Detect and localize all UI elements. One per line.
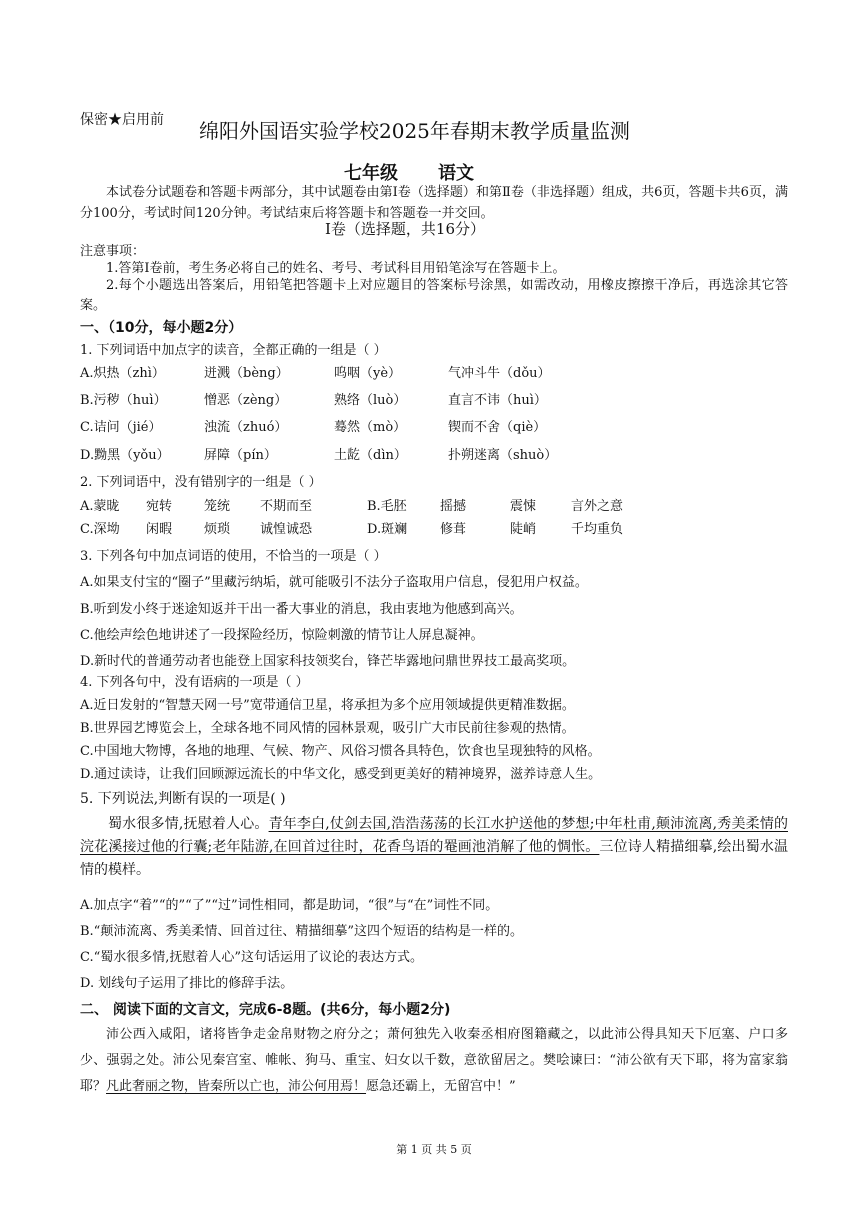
q1-option-a-4: 气冲斗牛（dǒu）: [448, 366, 551, 381]
q3-option-c: C.他绘声绘色地讲述了一段探险经历，惊险刺激的情节让人屏息凝神。: [80, 628, 484, 643]
question-4-stem: 4. 下列各句中，没有语病的一项是（ ）: [80, 675, 309, 690]
q1-option-b-1: B.污秽（huì）: [80, 393, 167, 408]
q2-word: 烦琐: [204, 522, 231, 537]
q2-word: 千均重负: [571, 522, 624, 537]
section1-title: 一、（10分，每小题2分）: [80, 320, 243, 336]
q5-option-d: D. 划线句子运用了排比的修辞手法。: [80, 976, 294, 991]
classical-passage-underlined: 凡此奢丽之物，皆秦所以亡也，沛公何用焉！: [106, 1079, 367, 1094]
q1-option-c-3: 蓦然（mò）: [334, 420, 407, 435]
classical-passage-end: 愿急还霸上，无留宫中！”: [366, 1079, 516, 1094]
notes-title: 注意事项：: [80, 244, 146, 259]
question-2-stem: 2. 下列词语中，没有错别字的一组是（ ）: [80, 475, 322, 490]
confidential-mark: 保密★启用前: [80, 112, 164, 128]
q1-option-b-4: 直言不讳（huì）: [448, 393, 547, 408]
q2-word: B.毛胚: [367, 499, 407, 514]
q3-option-b: B.听到发小终于迷途知返并干出一番大事业的消息，我由衷地为他感到高兴。: [80, 602, 523, 617]
q3-option-d: D.新时代的普通劳动者也能登上国家科技领奖台，锋芒毕露地问鼎世界技工最高奖项。: [80, 654, 576, 669]
q1-option-a-2: 迸溅（bèng）: [204, 366, 289, 381]
subject-label: 语文: [438, 163, 474, 184]
q2-word: 笼统: [204, 499, 231, 514]
q1-option-d-2: 屏障（pín）: [204, 448, 277, 463]
section2-title: 二、 阅读下面的文言文，完成6-8题。(共6分，每小题2分): [80, 1002, 451, 1018]
exam-intro: 本试卷分试题卷和答题卡两部分，其中试题卷由第Ⅰ卷（选择题）和第Ⅱ卷（非选择题）组成，共6页，答题卡共6页，满分100分，考试时间120分钟。考试结束后将答题卡和答题卷一并交回。: [80, 185, 788, 221]
volume1-title: Ⅰ卷（选择题，共16分）: [325, 220, 486, 238]
q5-option-c: C.“蜀水很多情,抚慰着人心”这句话运用了议论的表达方式。: [80, 950, 424, 965]
q1-option-d-4: 扑朔迷离（shuò）: [448, 448, 558, 463]
q2-word: 闲暇: [146, 522, 173, 537]
q2-word: 陡峭: [510, 522, 537, 537]
q2-word: 诚惶诚恐: [260, 522, 313, 537]
q2-word: 不期而至: [260, 499, 313, 514]
question-1-stem: 1. 下列词语中加点字的读音，全都正确的一组是（ ）: [80, 343, 387, 358]
question-3-stem: 3. 下列各句中加点词语的使用，不恰当的一项是（ ）: [80, 549, 387, 564]
note-item: 1.答第Ⅰ卷前，考生务必将自己的姓名、考号、考试科目用铅笔涂写在答题卡上。: [106, 261, 566, 276]
q5-passage-start: 蜀水很多情,抚慰着人心。: [108, 816, 269, 832]
q3-option-a: A.如果支付宝的“圈子”里藏污纳垢，就可能吸引不法分子盗取用户信息，侵犯用户权益。: [80, 575, 588, 590]
q1-option-a-1: A.炽热（zhì）: [80, 366, 165, 381]
q5-passage: [80, 813, 788, 882]
q1-option-c-2: 浊流（zhuó）: [204, 420, 288, 435]
q4-option-c: C.中国地大物博，各地的地理、气候、物产、风俗习惯各具特色，饮食也呈现独特的风格。: [80, 744, 601, 759]
q1-option-b-3: 熟络（luò）: [334, 393, 407, 408]
q1-option-d-3: 土龁（dìn）: [334, 448, 407, 463]
q2-word: 震悚: [510, 499, 537, 514]
q4-option-b: B.世界园艺博览会上，全球各地不同风情的园林景观，吸引广大市民前往参观的热情。: [80, 721, 575, 736]
q2-word: A.蒙昽: [80, 499, 120, 514]
q5-passage-end: 三位诗人精描细摹,绘出蜀水温情的模样。: [80, 839, 788, 878]
q5-option-a: A.加点字“着”“的”“了”“过”词性相同，都是助词，“很”与“在”词性不同。: [80, 898, 499, 913]
q1-option-d-1: D.黝黑（yǒu）: [80, 448, 170, 463]
q2-word: 宛转: [146, 499, 173, 514]
page-footer: 第 1 页 共 5 页: [396, 1143, 472, 1156]
classical-passage: [80, 1022, 788, 1100]
q2-word: D.斑斓: [367, 522, 408, 537]
note-item: 2.每个小题选出答案后，用铅笔把答题卡上对应题目的答案标号涂黑，如需改动，用橡皮擦擦干净后，再选涂其它答案。: [80, 278, 788, 313]
q2-word: 摇撼: [440, 499, 467, 514]
q2-word: 修葺: [440, 522, 467, 537]
q1-option-b-2: 憎恶（zèng）: [204, 393, 288, 408]
q4-option-d: D.通过读诗，让我们回顾源远流长的中华文化，感受到更美好的精神境界，滋养诗意人生。: [80, 767, 602, 782]
school-title: 绵阳外国语实验学校2025年春期末教学质量监测: [199, 119, 630, 143]
q1-option-a-3: 呜咽（yè）: [334, 366, 402, 381]
q2-word: C.深坳: [80, 522, 120, 537]
grade-label: 七年级: [344, 163, 398, 184]
q1-option-c-4: 锲而不舍（qiè）: [448, 420, 547, 435]
q2-word: 言外之意: [571, 499, 624, 514]
q5-option-b: B.“颠沛流离、秀美柔情、回首过往、精描细摹”这四个短语的结构是一样的。: [80, 924, 523, 939]
classical-passage-text: 沛公西入咸阳，诸将皆争走金帛财物之府分之；萧何独先入收秦丞相府图籍藏之，以此沛公得具知天下厄塞、户口多少、强弱之处。沛公见秦宫室、帷帐、狗马、重宝、妇女以千数，意欲留居之。樊哙谏曰：“沛公欲有天下耶，将为富家翁耶？: [80, 1027, 788, 1094]
q1-option-c-1: C.诘问（jié）: [80, 420, 162, 435]
question-5-stem: 5. 下列说法,判断有误的一项是( ): [80, 791, 286, 807]
q5-passage-underlined: 青年李白,仗剑去国,浩浩荡荡的长江水护送他的梦想;中年杜甫,颠沛流离,秀美柔情的浣花溪接过他的行囊;老年陆游,在回首过往时，花香鸟语的罨画池消解了他的惆怅。: [80, 816, 788, 855]
q4-option-a: A.近日发射的“智慧天网一号”宽带通信卫星，将承担为多个应用领域提供更精准数据。: [80, 698, 575, 713]
